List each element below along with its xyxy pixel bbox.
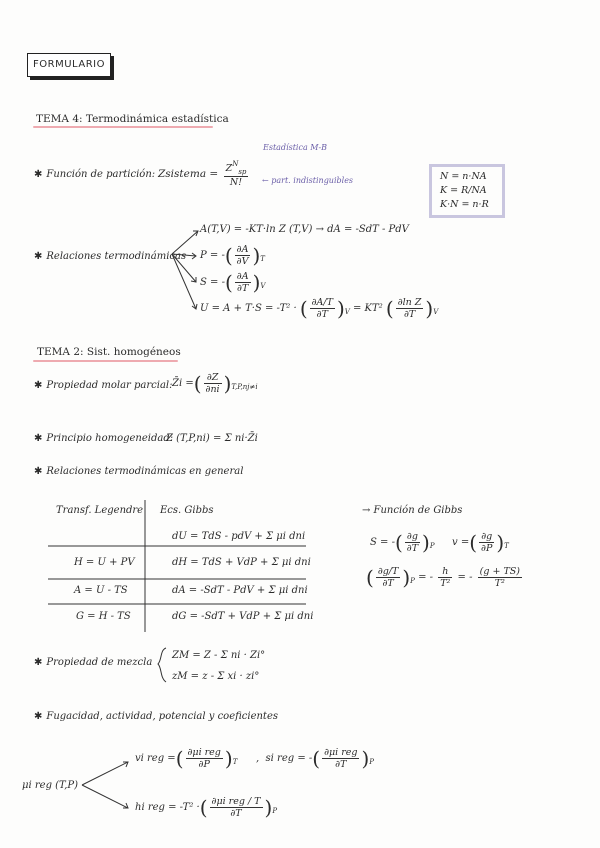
- bullet-icon: ✱: [34, 380, 43, 391]
- particion-label-text: Función de partición:: [46, 169, 156, 180]
- gibbs-fn-label: → Función de Gibbs: [362, 505, 463, 516]
- tema4-highlight: [33, 126, 213, 128]
- table-row-3-transf: A = U - TS: [74, 585, 128, 596]
- tema4-title: TEMA 4: Termodinámica estadística: [36, 113, 229, 125]
- gibbs-last-den: T²: [494, 578, 505, 589]
- relacion-s-lhs: S = -: [200, 277, 225, 288]
- table-header-gibbs: Ecs. Gibbs: [160, 505, 214, 516]
- fugacidad-s-den: ∂T: [335, 759, 347, 770]
- tema2-title: TEMA 2: Sist. homogéneos: [37, 346, 181, 358]
- relacion-u-den2: ∂T: [403, 309, 416, 320]
- fugacidad-v-sub: T: [232, 758, 238, 766]
- relacion-u: U = A + T·S = -T² · ( $\frac{\partial A/T}{\partial T}$ )$_V = KT^2$ ( $\frac{\text{∂ln Z}}{\partial T}$ )$_V$: [200, 296, 439, 321]
- gibbs-gt-mid: = -: [418, 572, 433, 583]
- table-row-4-gibbs: dG = -SdT + VdP + Σ μi dni: [172, 611, 314, 622]
- note-maxwell-boltzmann: Estadística M-B: [263, 143, 328, 152]
- relacion-u-den1: ∂T: [316, 309, 328, 320]
- particion-fraction: [224, 160, 249, 188]
- relacion-u-sub2: V: [433, 308, 439, 316]
- relacion-u-mid: = KT²: [353, 303, 383, 314]
- bullet-icon: ✱: [34, 433, 43, 444]
- particion-formula: Zsistema = $\frac{Z^N_{sp}}{N!}$: [158, 160, 247, 188]
- gibbs-v-den: ∂P: [481, 543, 493, 554]
- homog-label-text: Principio homogeneidad:: [46, 433, 174, 444]
- tema2-highlight: [33, 360, 178, 362]
- particion-num-sub: sp: [238, 168, 247, 176]
- gibbs-s-num: ∂g: [405, 531, 420, 543]
- particion-num-sup: N: [232, 160, 239, 168]
- gibbs-h-num: h: [438, 566, 452, 578]
- fugacidad-h-den: ∂T: [230, 808, 242, 819]
- fugacidad-h-lhs: hi reg = -T² ·: [135, 802, 200, 813]
- mezcla-label-text: Propiedad de mezcla: [46, 657, 153, 668]
- fugacidad-s-num: ∂μi reg: [324, 747, 358, 758]
- relacion-p: P = -( $\frac{\partial A}{\partial V}$ )$_T$: [200, 243, 265, 268]
- relacion-p-num: ∂A: [236, 244, 249, 255]
- relacion-s-num: ∂A: [236, 271, 249, 282]
- relacion-u-num1: ∂A/T: [311, 297, 333, 308]
- molar-den: ∂ni: [205, 384, 220, 395]
- bullet-icon: ✱: [34, 657, 43, 668]
- mezcla-line-1: ZM = Z - Σ ni · Zi°: [172, 650, 266, 661]
- gibbs-s-lhs: S = -: [370, 537, 395, 548]
- relacion-s: S = -( $\frac{\partial A}{\partial T}$ )$_V$: [200, 270, 266, 295]
- constants-box: [429, 164, 505, 218]
- fugacidad-s-lhs: si reg = -: [265, 753, 313, 764]
- gibbs-s: S = -( $\frac{\partial g}{\partial T}$ )$_P$: [370, 530, 435, 555]
- relacion-u-lhs: U = A + T·S = -T² ·: [200, 303, 297, 314]
- fugacidad-label: [34, 711, 278, 722]
- table-row-2-transf: H = U + PV: [74, 557, 135, 568]
- fugacidad-v-num: ∂μi reg: [187, 747, 221, 758]
- box-line-1: N = n·NA: [440, 171, 487, 182]
- gibbs-s-den: ∂T: [406, 543, 419, 554]
- bullet-icon: ✱: [34, 251, 43, 262]
- box-line-2: K = R/NA: [440, 185, 487, 196]
- relgen-label-text: Relaciones termodinámicas en general: [46, 466, 244, 477]
- fugacidad-s: , si reg = -( $\frac{\text{∂μi reg}}{\partial T}$ )$_P$: [256, 746, 375, 771]
- relacion-p-den: ∂V: [236, 256, 249, 267]
- gibbs-h-den: T²: [440, 578, 451, 589]
- fugacidad-v-den: ∂P: [198, 759, 210, 770]
- fugacidad-h-sub: P: [272, 807, 278, 815]
- document-title: FORMULARIO: [27, 53, 111, 77]
- note-indist-text: part. indistinguibles: [271, 176, 354, 185]
- gibbs-gt-sub: P: [410, 577, 415, 585]
- gibbs-v-lhs: v =: [452, 537, 470, 548]
- molar-num: ∂Z: [204, 372, 222, 384]
- table-header-transf: Transf. Legendre: [56, 505, 144, 516]
- fugacidad-s-sub: P: [369, 758, 375, 766]
- molar-lhs: Z̄i =: [172, 378, 194, 389]
- fugacidad-h: hi reg = -T² ·( $\frac{\text{∂μi reg / T}}{\partial T}$ )$_P$: [135, 795, 278, 820]
- gibbs-gt-den: ∂T: [382, 578, 394, 589]
- gibbs-gt-num: ∂g/T: [377, 566, 399, 577]
- particion-num: Z: [225, 163, 233, 174]
- relacion-s-den: ∂T: [237, 283, 249, 294]
- relacion-p-lhs: P = -: [200, 250, 225, 261]
- relaciones-label: [34, 251, 186, 262]
- relacion-a: A(T,V) = -KT·ln Z (T,V) → dA = -SdT - PdV: [200, 224, 409, 235]
- fugacidad-label-text: Fugacidad, actividad, potencial y coeficientes: [46, 711, 279, 722]
- gibbs-s-sub: P: [429, 542, 435, 550]
- molar-sub: T,P,nj≠i: [231, 383, 258, 391]
- box-line-3: K·N = n·R: [440, 199, 489, 210]
- relaciones-label-text: Relaciones termodinámicas: [46, 251, 187, 262]
- molar-label: [34, 380, 172, 391]
- particion-label: [34, 169, 155, 180]
- gibbs-v-sub: T: [504, 542, 509, 550]
- molar-label-text: Propiedad molar parcial:: [46, 380, 173, 391]
- mezcla-line-2: zM = z - Σ xi · zi°: [172, 671, 260, 682]
- bullet-icon: ✱: [34, 169, 43, 180]
- homog-label: [34, 433, 173, 444]
- mezcla-label: [34, 657, 152, 668]
- homog-expr: Z (T,P,ni) = Σ ni·Z̄i: [166, 433, 258, 444]
- note-indistinguibles: [262, 176, 353, 185]
- fugacidad-mu: μi reg (T,P): [22, 780, 79, 791]
- fugacidad-v-lhs: vi reg =: [135, 753, 176, 764]
- bullet-icon: ✱: [34, 466, 43, 477]
- gibbs-eq2: = -: [457, 572, 473, 583]
- relacion-p-sub: T: [260, 255, 265, 263]
- relacion-u-sub1: V: [344, 308, 350, 316]
- gibbs-v: v =( $\frac{\partial g}{\partial P}$ )$_T$: [452, 530, 509, 555]
- fugacidad-v: vi reg =( $\frac{\text{∂μi reg}}{\partial P}$ )$_T$: [135, 746, 238, 771]
- particion-den: N!: [229, 177, 243, 188]
- bullet-icon: ✱: [34, 711, 43, 722]
- table-row-1-gibbs: dU = TdS - pdV + Σ μi dni: [172, 531, 306, 542]
- fugacidad-h-num: ∂μi reg / T: [211, 796, 261, 807]
- table-row-4-transf: G = H - TS: [76, 611, 131, 622]
- molar-formula: Z̄i =( $\frac{\partial Z}{\partial ni}$ )$_{T,P,nj\ne i}$: [172, 371, 258, 396]
- arrow-left-icon: ←: [262, 176, 269, 185]
- gibbs-helmholtz: ( $\frac{\partial g/T}{\partial T}$ )$_P$ = - $\frac{h}{\text{T²}}$ = - $\frac{(g + TS)}{\text{T²}}$: [366, 565, 520, 590]
- particion-lhs: Zsistema: [158, 168, 207, 180]
- table-row-2-gibbs: dH = TdS + VdP + Σ μi dni: [172, 557, 311, 568]
- gibbs-v-num: ∂g: [479, 531, 494, 543]
- gibbs-last-num: (g + TS): [479, 566, 520, 577]
- relacion-s-sub: V: [260, 282, 266, 290]
- relacion-u-num2: ∂ln Z: [397, 297, 422, 308]
- table-row-3-gibbs: dA = -SdT - PdV + Σ μi dni: [172, 585, 308, 596]
- relgen-label: [34, 466, 243, 477]
